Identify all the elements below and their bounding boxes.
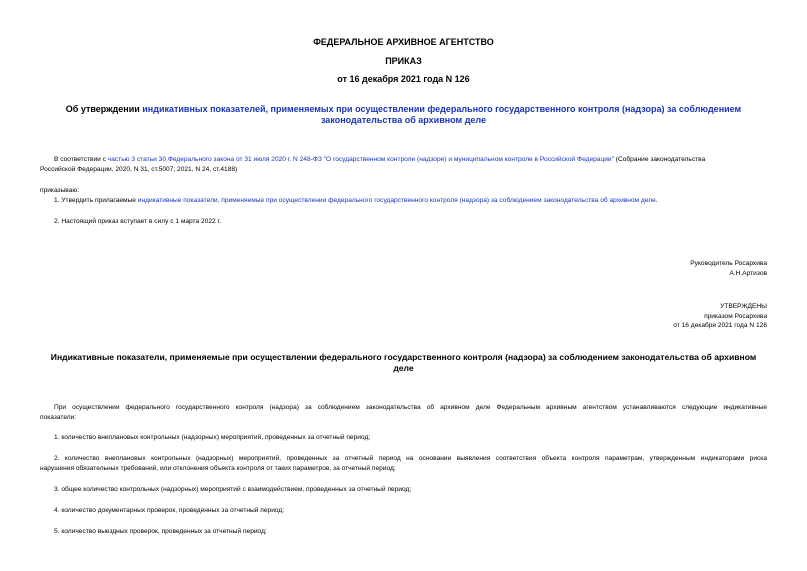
signature-block bbox=[690, 259, 767, 278]
item-1-suffix: . bbox=[655, 197, 658, 204]
appendix-intro bbox=[40, 403, 767, 422]
preamble-text: В соответствии с bbox=[54, 156, 108, 163]
signatory-name: А.Н.Артизов bbox=[729, 269, 767, 277]
agency-name: ФЕДЕРАЛЬНОЕ АРХИВНОЕ АГЕНТСТВО bbox=[313, 37, 494, 47]
indicator-2 bbox=[40, 454, 767, 473]
indicator-4: 4. количество документарных проверок, проведенных за отчетный период; bbox=[54, 507, 285, 514]
law-link[interactable]: частью 3 статьи 30 Федерального закона от 31 июля 2020 г. N 248-ФЗ "О государственном контроле (надзоре) и муниципальном контроле в Российской Федерации" bbox=[107, 156, 614, 163]
approval-block bbox=[673, 302, 767, 331]
order-title-prefix: Об утверждении bbox=[65, 104, 143, 114]
appendix-intro-line2: показатели: bbox=[40, 413, 77, 421]
order-word: приказываю: bbox=[40, 187, 80, 194]
order-title-link-cont[interactable]: законодательства об архивном деле bbox=[320, 115, 487, 125]
indicator-5: 5. количество выездных проверок, проведенных за отчетный период; bbox=[54, 528, 267, 535]
approved-line2: приказом Росархива bbox=[704, 312, 767, 320]
indicators-link[interactable]: индикативные показатели, применяемые при осуществлении федерального государственного контроля (надзора) за соблюдением законодательства об архивном деле bbox=[137, 197, 656, 204]
indicator-3: 3. общее количество контрольных (надзорных) мероприятий с взаимодействием, проведенных за отчетный период; bbox=[54, 486, 412, 493]
preamble bbox=[40, 155, 780, 174]
item-1 bbox=[54, 196, 658, 206]
signatory-position: Руководитель Росархива bbox=[690, 260, 767, 267]
approved-line3: от 16 декабря 2021 года N 126 bbox=[673, 322, 767, 329]
order-title-link[interactable]: индикативных показателей, применяемых при осуществлении федерального государственного контроля (надзора) за соблюдением bbox=[142, 104, 742, 114]
item-1-prefix: 1. Утвердить прилагаемые bbox=[54, 197, 138, 204]
appendix-intro-line1: При осуществлении федерального государственного контроля (надзора) за соблюдением законодательства об архивном деле Федеральным архивным агентством устанавливаются следующие индикативные bbox=[54, 404, 767, 411]
indicator-2-line2: нарушения обязательных требований, или отклонения объекта контроля от таких параметров, за отчетный период; bbox=[40, 464, 396, 472]
order-title bbox=[0, 104, 807, 126]
appendix-title-line2: деле bbox=[393, 363, 414, 373]
item-2: 2. Настоящий приказ вступает в силу с 1 марта 2022 г. bbox=[54, 218, 221, 225]
doc-type: ПРИКАЗ bbox=[385, 56, 422, 66]
appendix-title bbox=[0, 352, 807, 374]
preamble-line2: Российской Федерации, 2020, N 31, ст.5007; 2021, N 24, ст.4188) bbox=[40, 165, 238, 173]
preamble-text-cont: (Собрание законодательства bbox=[613, 156, 706, 163]
order-date-number: от 16 декабря 2021 года N 126 bbox=[337, 74, 470, 84]
appendix-title-line1: Индикативные показатели, применяемые при осуществлении федерального государственного контроля (надзора) за соблюдением законодательства об архивном bbox=[50, 352, 757, 362]
indicator-1: 1. количество внеплановых контрольных (надзорных) мероприятий, проведенных за отчетный период; bbox=[54, 434, 371, 441]
approved-line1: УТВЕРЖДЕНЫ bbox=[720, 303, 767, 310]
indicator-2-line1: 2. количество внеплановых контрольных (надзорных) мероприятий, проведенных за отчетный период на основании выявления соответствия объекта контроля параметрам, утвержденным индикаторами риска bbox=[54, 455, 767, 462]
